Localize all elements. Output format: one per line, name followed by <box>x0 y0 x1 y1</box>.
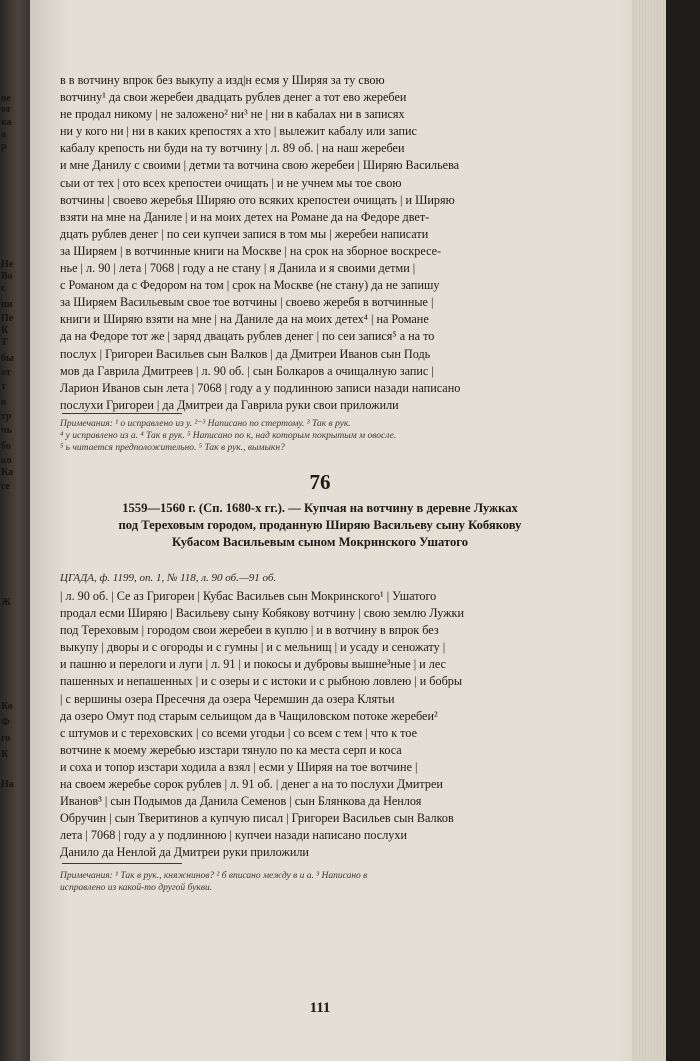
margin-fragment: Т <box>1 337 8 348</box>
margin-fragment: Не <box>1 259 14 270</box>
margin-fragment: бы <box>1 353 14 364</box>
note-line: исправлено из какой-то другой букви. <box>60 883 213 893</box>
margin-fragment: чь <box>1 425 12 436</box>
text-line: Обручин | сын Тверитинов а купчую писал | Григореи Васильев сын Валков <box>60 811 454 826</box>
text-line: и соха и топор изстари ходила а взял | есми у Ширяя на тое вотчине | <box>60 759 418 774</box>
note-line: Примечания: ¹ о исправлено из у. ²⁻³ Написано по стертому. ³ Так в рук. <box>60 419 351 429</box>
text-line: под Тереховым | городом свои жеребеи в куплю | и в вотчину в впрок без <box>60 623 439 638</box>
text-line: пашенных и непашенных | и с озеры и с истоки и с рыбною ловлею | и бобры <box>60 674 463 689</box>
document-76-heading <box>60 500 580 551</box>
margin-fragment: в <box>1 397 7 408</box>
margin-fragment: Ко <box>1 701 13 712</box>
text-line: нье | л. 90 | лета | 7068 | году а не стану | я Данила и я своими детми | <box>60 261 416 276</box>
text-line: послухи Григореи | да Дмитреи да Гаврила руки свои приложили <box>60 397 399 412</box>
text-line: не продал никому | не заложено² ни³ не | ни в кабалах ни в записях <box>60 107 405 122</box>
notes-rule <box>62 863 182 864</box>
text-line: послух | Григореи Васильев сын Валков | да Дмитреи Иванов сын Подь <box>60 346 431 361</box>
margin-fragment: Пе <box>1 313 14 324</box>
text-line: дцать рублев денег | по сеи купчеи запися в том мы | жеребеи написати <box>60 226 429 241</box>
text-line: с штумов и с тереховских | со всеми угодьи | со всем с тем | что к тое <box>60 725 417 740</box>
note-line: ⁵ ь читается предположительно. ⁵ Так в рук., вымыкн? <box>60 443 285 453</box>
text-line: Иванов³ | сын Подымов да Данила Семенов | сын Блянкова да Ненлоя <box>60 794 422 809</box>
margin-fragment: К <box>1 325 9 336</box>
margin-fragment: ко <box>1 455 12 466</box>
text-line: да озеро Омут под старым сельищом да в Чащиловском потоке жеребеи² <box>60 708 438 723</box>
margin-fragment: от <box>1 104 11 115</box>
margin-fragment: На <box>1 779 14 790</box>
text-line: Ларион Иванов сын лета | 7068 | году а у подлинною записи назади написано <box>60 380 461 395</box>
text-line: Данило да Ненлой да Дмитреи руки приложили <box>60 845 309 860</box>
margin-fragment: го <box>1 733 11 744</box>
margin-fragment: бо <box>1 441 11 452</box>
margin-fragment: Во <box>1 271 13 282</box>
margin-fragment: р <box>1 141 7 152</box>
page-number: 111 <box>309 1000 331 1016</box>
margin-fragment: от <box>1 367 11 378</box>
margin-fragment: Ж <box>1 597 11 608</box>
margin-fragment: пи <box>1 299 13 310</box>
margin-fragment: т <box>1 381 6 392</box>
text-line: и пашню и перелоги и луги | л. 91 | и покосы и дубровы вышне³ные | и лес <box>60 657 446 672</box>
document-75-text <box>60 72 580 414</box>
text-line: ни у кого ни | ни в каких крепостях а хто | вылежит кабалу или запис <box>60 124 417 139</box>
text-line: книги и Ширяю взяти на мне | на Даниле да на моих детех⁴ | на Романе <box>60 312 429 327</box>
document-76-text <box>60 588 580 862</box>
page-edges <box>632 0 666 1061</box>
text-line: за Ширяем | в вотчинные книги на Москве | на срок на зборное воскресе- <box>60 243 442 258</box>
margin-fragment: се <box>1 481 10 492</box>
text-line: лета | 7068 | году а у подлинною | купчеи назади написано послухи <box>60 828 408 843</box>
document-76-notes <box>60 870 580 894</box>
text-line: | с вершины озера Пресечня да озера Черемшин да озера Клятьи <box>60 691 395 706</box>
text-line: продал есми Ширяю | Васильеву сыну Кобякову вотчину | свою землю Лужки <box>60 606 464 621</box>
margin-fragment: а <box>1 129 6 140</box>
text-line: вотчине к моему жеребью изстари тянуло по ка места серп и коса <box>60 742 402 757</box>
text-line: сыи от тех | ото всех крепостеи очищать | и не учнем мы тое свою <box>60 175 402 190</box>
margin-fragment: К <box>1 749 9 760</box>
text-line: мов да Гаврила Дмитреев | л. 90 об. | сын Болкаров а очищалную запис | <box>60 363 434 378</box>
text-line: с Романом да с Федором на том | срок на Москве (не стану) да не запишу <box>60 278 440 293</box>
document-75-notes <box>60 418 580 454</box>
text-line: да на Федоре тот же | заряд двацать рублев денег | по сеи запися⁵ а на то <box>60 329 435 344</box>
text-line: за Ширяем Васильевым свое тое вотчины | своево жеребя в вотчинные | <box>60 295 434 310</box>
note-line: ⁴ у исправлено из а. ⁴ Так в рук. ⁵ Написано по к, над которым покрытым м овосле. <box>60 431 397 441</box>
text-line: выкупу | дворы и с огороды и с гумны | и с мельнищ | и усаду и сеножату | <box>60 640 446 655</box>
text-line: вотчины | своево жеребья Ширяю ото всяких крепостеи очищать | и Ширяю <box>60 192 455 207</box>
text-line: в в вотчину впрок без выкупу а изд|н есмя у Ширяя за ту свою <box>60 73 385 87</box>
document-number: 76 <box>309 470 331 494</box>
margin-fragment: Ка <box>1 467 14 478</box>
margin-fragment: Ф <box>1 717 10 728</box>
note-line: Примечания: ¹ Так в рук., княжнинов? ² б вписано между в и а. ³ Написано в <box>60 871 368 881</box>
margin-fragment: ка <box>1 117 12 128</box>
heading-line: 1559—1560 г. (Сп. 1680-х гг.). — Купчая на вотчину в деревне Лужках <box>122 501 518 515</box>
text-line: и мне Данилу с своими | детми та вотчина свою жеребеи | Ширяю Васильева <box>60 158 460 173</box>
margin-fragment: тр <box>1 411 12 422</box>
text-line: кабалу крепость ни буди на ту вотчину | л. 89 об. | на наш жеребеи <box>60 141 405 156</box>
heading-line: Кубасом Васильевым сыном Мокринского Ушатого <box>171 535 469 549</box>
text-line: на своем жеребье сорок рублев | л. 91 об. | денег а на то послухи Дмитреи <box>60 777 443 792</box>
text-line: взяти на мне на Даниле | и на моих детех на Романе да на Федоре двет- <box>60 209 430 224</box>
notes-rule <box>62 413 182 414</box>
margin-fragment: ве <box>1 93 11 104</box>
text-line: вотчину¹ да свои жеребеи двадцать рублев денег а тот ево жеребеи <box>60 90 407 105</box>
heading-line: под Тереховым городом, проданную Ширяю Васильеву сыну Кобякову <box>118 518 522 532</box>
text-line: | л. 90 об. | Се аз Григореи | Кубас Васильев сын Мокринского¹ | Ушатого <box>60 589 437 603</box>
archive-reference: ЦГАДА, ф. 1199, оп. 1, № 118, л. 90 об.—91 об. <box>60 572 277 584</box>
margin-fragment: с <box>1 283 6 294</box>
adjacent-page-margin <box>0 0 30 1061</box>
